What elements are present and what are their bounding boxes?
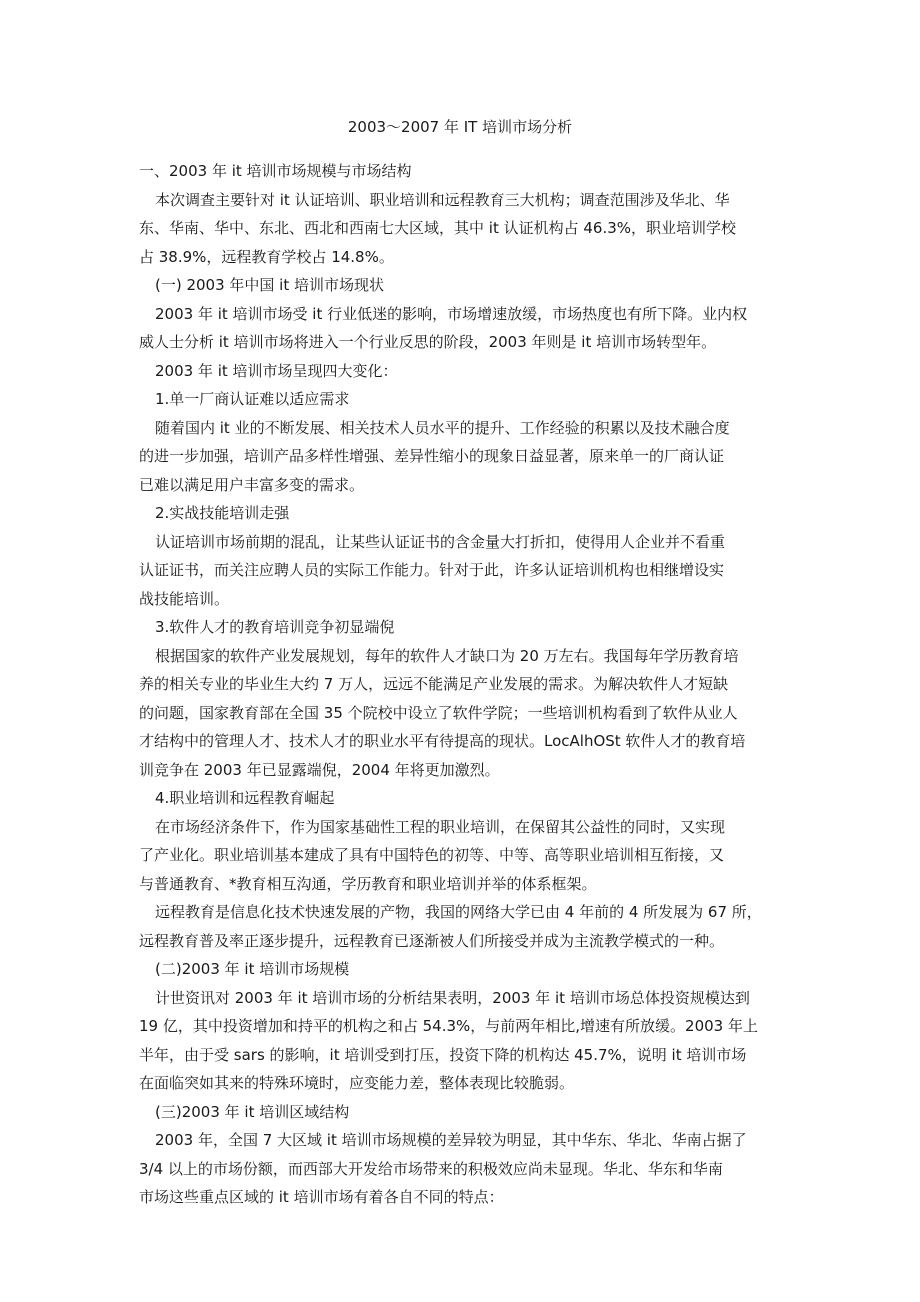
text-line: 的进一步加强，培训产品多样性增强、差异性缩小的现象日益显著，原来单一的厂商认证 <box>139 447 725 465</box>
text-line: 东、华南、华中、东北、西北和西南七大区域，其中 it 认证机构占 46.3%，职业培训学校 <box>139 219 737 237</box>
text-line: 3/4 以上的市场份额，而西部大开发给市场带来的积极效应尚未显现。华北、华东和华南 <box>139 1159 723 1178</box>
text-line: 了产业化。职业培训基本建成了具有中国特色的初等、中等、高等职业培训相互衔接，又 <box>139 846 725 864</box>
text-line: 的问题，国家教育部在全国 35 个院校中设立了软件学院；一些培训机构看到了软件从业人 <box>139 703 738 722</box>
text-line: 认证证书，而关注应聘人员的实际工作能力。针对于此，许多认证培训机构也相继增设实 <box>139 561 725 579</box>
text-line: 本次调查主要针对 it 认证培训、职业培训和远程教育三大机构；调查范围涉及华北、华 <box>155 190 730 209</box>
text-line: 4.职业培训和远程教育崛起 <box>155 789 335 807</box>
text-line: 根据国家的软件产业发展规划，每年的软件人才缺口为 20 万左右。我国每年学历教育培 <box>155 646 739 665</box>
text-line: 2003 年 it 培训市场受 it 行业低迷的影响，市场增速放缓，市场热度也有所下降。业内权 <box>155 304 748 323</box>
text-line: 半年，由于受 sars 的影响，it 培训受到打压，投资下降的机构达 45.7%，说明 it 培训市场 <box>139 1045 747 1064</box>
text-line: 1.单一厂商认证难以适应需求 <box>155 390 350 408</box>
text-line: 训竞争在 2003 年已显露端倪，2004 年将更加激烈。 <box>139 760 500 779</box>
text-line: 在面临突如其来的特殊环境时，应变能力差，整体表现比较脆弱。 <box>139 1074 575 1092</box>
text-line: 认证培训市场前期的混乱，让某些认证证书的含金量大打折扣，使得用人企业并不看重 <box>155 532 726 551</box>
text-line: 占 38.9%，远程教育学校占 14.8%。 <box>139 247 394 266</box>
text-line: 在市场经济条件下，作为国家基础性工程的职业培训，在保留其公益性的同时，又实现 <box>155 817 726 836</box>
text-line: 已难以满足用户丰富多变的需求。 <box>139 475 365 494</box>
text-line: 一、2003 年 it 培训市场规模与市场结构 <box>139 162 412 180</box>
text-line: 市场这些重点区域的 it 培训市场有着各自不同的特点： <box>139 1188 504 1206</box>
text-line: 2003 年 it 培训市场呈现四大变化： <box>155 361 398 380</box>
text-line: 远程教育普及率正逐步提升，远程教育已逐渐被人们所接受并成为主流教学模式的一种。 <box>139 931 725 950</box>
text-line: 2003 年，全国 7 大区域 it 培训市场规模的差异较为明显，其中华东、华北、华南占据了 <box>155 1131 747 1149</box>
text-line: 计世资讯对 2003 年 it 培训市场的分析结果表明，2003 年 it 培训市场总体投资规模达到 <box>155 988 750 1007</box>
text-line: 2.实战技能培训走强 <box>155 504 290 522</box>
text-line: 养的相关专业的毕业生大约 7 万人，远远不能满足产业发展的需求。为解决软件人才短缺 <box>139 675 729 693</box>
text-line: 才结构中的管理人才、技术人才的职业水平有待提高的现状。LocAlhOSt 软件人才的教育培 <box>139 732 746 750</box>
text-line: 与普通教育、*教育相互沟通，学历教育和职业培训并举的体系框架。 <box>139 874 597 893</box>
document-title: 2003～2007 年 IT 培训市场分析 <box>347 118 573 136</box>
text-line: 19 亿，其中投资增加和持平的机构之和占 54.3%，与前两年相比,增速有所放缓。2003 年上 <box>139 1017 758 1035</box>
document-body <box>139 157 789 1212</box>
text-line: 随着国内 it 业的不断发展、相关技术人员水平的提升、工作经验的积累以及技术融合度 <box>155 418 730 437</box>
text-line: 战技能培训。 <box>139 589 230 608</box>
text-line: (一) 2003 年中国 it 培训市场现状 <box>155 276 385 294</box>
text-line: 3.软件人才的教育培训竞争初显端倪 <box>155 618 395 636</box>
text-line: (二)2003 年 it 培训市场规模 <box>155 960 350 978</box>
text-line: 远程教育是信息化技术快速发展的产物，我国的网络大学已由 4 年前的 4 所发展为 67 所， <box>155 903 762 921</box>
text-line: (三)2003 年 it 培训区域结构 <box>155 1102 350 1121</box>
text-line: 威人士分析 it 培训市场将进入一个行业反思的阶段，2003 年则是 it 培训市场转型年。 <box>139 333 717 351</box>
